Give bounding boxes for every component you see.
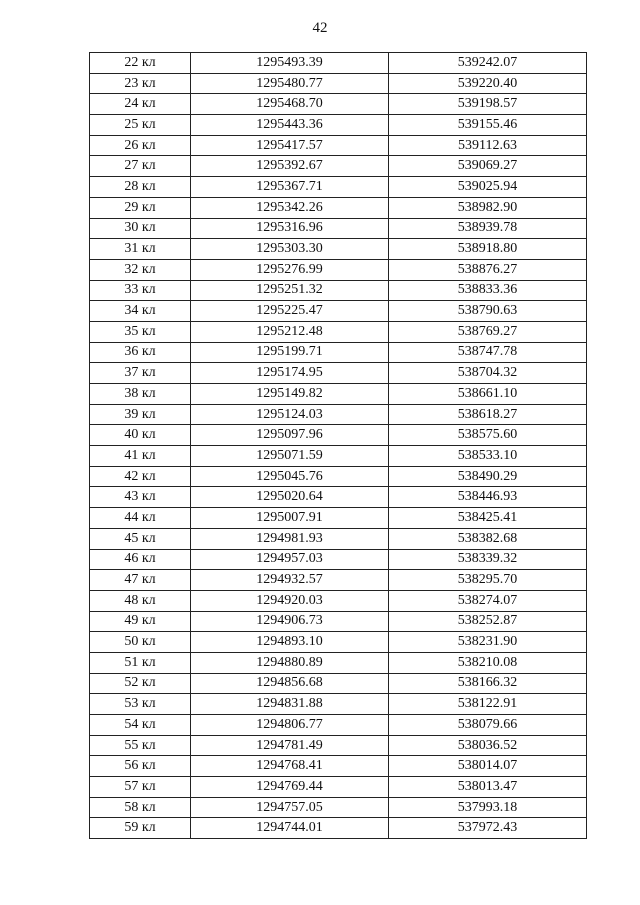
y-coordinate-cell: 538425.41	[389, 508, 587, 529]
x-coordinate-cell: 1294906.73	[191, 611, 389, 632]
table-row	[90, 404, 587, 425]
table-row	[90, 570, 587, 591]
table-row	[90, 715, 587, 736]
table-row	[90, 342, 587, 363]
table-row	[90, 321, 587, 342]
point-label-cell: 55 кл	[90, 735, 191, 756]
x-coordinate-cell: 1295316.96	[191, 218, 389, 239]
x-coordinate-cell: 1295045.76	[191, 466, 389, 487]
table-row	[90, 280, 587, 301]
point-label-cell: 32 кл	[90, 259, 191, 280]
x-coordinate-cell: 1295251.32	[191, 280, 389, 301]
y-coordinate-cell: 538210.08	[389, 652, 587, 673]
table-row	[90, 384, 587, 405]
point-label-cell: 39 кл	[90, 404, 191, 425]
x-coordinate-cell: 1295493.39	[191, 53, 389, 74]
x-coordinate-cell: 1294981.93	[191, 528, 389, 549]
y-coordinate-cell: 538339.32	[389, 549, 587, 570]
x-coordinate-cell: 1294920.03	[191, 590, 389, 611]
table-row	[90, 797, 587, 818]
table-row	[90, 487, 587, 508]
y-coordinate-cell: 539025.94	[389, 177, 587, 198]
point-label-cell: 37 кл	[90, 363, 191, 384]
point-label-cell: 48 кл	[90, 590, 191, 611]
x-coordinate-cell: 1295443.36	[191, 115, 389, 136]
x-coordinate-cell: 1294831.88	[191, 694, 389, 715]
table-row	[90, 673, 587, 694]
y-coordinate-cell: 538533.10	[389, 446, 587, 467]
table-row	[90, 218, 587, 239]
x-coordinate-cell: 1294856.68	[191, 673, 389, 694]
point-label-cell: 24 кл	[90, 94, 191, 115]
table-row	[90, 94, 587, 115]
x-coordinate-cell: 1295392.67	[191, 156, 389, 177]
x-coordinate-cell: 1295225.47	[191, 301, 389, 322]
table-row	[90, 446, 587, 467]
point-label-cell: 52 кл	[90, 673, 191, 694]
table-row	[90, 259, 587, 280]
y-coordinate-cell: 538661.10	[389, 384, 587, 405]
x-coordinate-cell: 1295480.77	[191, 73, 389, 94]
y-coordinate-cell: 538747.78	[389, 342, 587, 363]
point-label-cell: 41 кл	[90, 446, 191, 467]
point-label-cell: 31 кл	[90, 239, 191, 260]
y-coordinate-cell: 538704.32	[389, 363, 587, 384]
x-coordinate-cell: 1294806.77	[191, 715, 389, 736]
table-row	[90, 756, 587, 777]
x-coordinate-cell: 1294781.49	[191, 735, 389, 756]
x-coordinate-cell: 1295097.96	[191, 425, 389, 446]
x-coordinate-cell: 1295367.71	[191, 177, 389, 198]
table-row	[90, 115, 587, 136]
y-coordinate-cell: 538231.90	[389, 632, 587, 653]
y-coordinate-cell: 538790.63	[389, 301, 587, 322]
x-coordinate-cell: 1294957.03	[191, 549, 389, 570]
point-label-cell: 27 кл	[90, 156, 191, 177]
y-coordinate-cell: 537993.18	[389, 797, 587, 818]
point-label-cell: 29 кл	[90, 197, 191, 218]
table-row	[90, 590, 587, 611]
table-row	[90, 508, 587, 529]
table-row	[90, 652, 587, 673]
x-coordinate-cell: 1295303.30	[191, 239, 389, 260]
table-row	[90, 363, 587, 384]
x-coordinate-cell: 1295071.59	[191, 446, 389, 467]
x-coordinate-cell: 1294880.89	[191, 652, 389, 673]
point-label-cell: 50 кл	[90, 632, 191, 653]
y-coordinate-cell: 538295.70	[389, 570, 587, 591]
x-coordinate-cell: 1295007.91	[191, 508, 389, 529]
coordinates-table-body	[90, 53, 587, 839]
y-coordinate-cell: 539220.40	[389, 73, 587, 94]
point-label-cell: 36 кл	[90, 342, 191, 363]
y-coordinate-cell: 538575.60	[389, 425, 587, 446]
y-coordinate-cell: 539155.46	[389, 115, 587, 136]
x-coordinate-cell: 1294893.10	[191, 632, 389, 653]
table-row	[90, 611, 587, 632]
y-coordinate-cell: 539198.57	[389, 94, 587, 115]
y-coordinate-cell: 538876.27	[389, 259, 587, 280]
x-coordinate-cell: 1294744.01	[191, 818, 389, 839]
table-row	[90, 53, 587, 74]
point-label-cell: 53 кл	[90, 694, 191, 715]
point-label-cell: 44 кл	[90, 508, 191, 529]
x-coordinate-cell: 1295468.70	[191, 94, 389, 115]
table-row	[90, 694, 587, 715]
point-label-cell: 38 кл	[90, 384, 191, 405]
x-coordinate-cell: 1295342.26	[191, 197, 389, 218]
point-label-cell: 54 кл	[90, 715, 191, 736]
point-label-cell: 57 кл	[90, 777, 191, 798]
table-row	[90, 301, 587, 322]
table-row	[90, 156, 587, 177]
table-row	[90, 549, 587, 570]
y-coordinate-cell: 538166.32	[389, 673, 587, 694]
x-coordinate-cell: 1294757.05	[191, 797, 389, 818]
point-label-cell: 28 кл	[90, 177, 191, 198]
coordinates-table	[89, 52, 587, 839]
y-coordinate-cell: 538036.52	[389, 735, 587, 756]
table-row	[90, 177, 587, 198]
x-coordinate-cell: 1294769.44	[191, 777, 389, 798]
table-row	[90, 239, 587, 260]
y-coordinate-cell: 538769.27	[389, 321, 587, 342]
point-label-cell: 26 кл	[90, 135, 191, 156]
x-coordinate-cell: 1295020.64	[191, 487, 389, 508]
point-label-cell: 47 кл	[90, 570, 191, 591]
x-coordinate-cell: 1295124.03	[191, 404, 389, 425]
x-coordinate-cell: 1295417.57	[191, 135, 389, 156]
y-coordinate-cell: 538013.47	[389, 777, 587, 798]
table-row	[90, 777, 587, 798]
point-label-cell: 43 кл	[90, 487, 191, 508]
point-label-cell: 49 кл	[90, 611, 191, 632]
x-coordinate-cell: 1294932.57	[191, 570, 389, 591]
x-coordinate-cell: 1295174.95	[191, 363, 389, 384]
y-coordinate-cell: 538252.87	[389, 611, 587, 632]
y-coordinate-cell: 538490.29	[389, 466, 587, 487]
table-row	[90, 135, 587, 156]
y-coordinate-cell: 538982.90	[389, 197, 587, 218]
y-coordinate-cell: 538446.93	[389, 487, 587, 508]
point-label-cell: 35 кл	[90, 321, 191, 342]
point-label-cell: 30 кл	[90, 218, 191, 239]
point-label-cell: 46 кл	[90, 549, 191, 570]
y-coordinate-cell: 539069.27	[389, 156, 587, 177]
point-label-cell: 23 кл	[90, 73, 191, 94]
point-label-cell: 58 кл	[90, 797, 191, 818]
x-coordinate-cell: 1295149.82	[191, 384, 389, 405]
point-label-cell: 51 кл	[90, 652, 191, 673]
x-coordinate-cell: 1295276.99	[191, 259, 389, 280]
y-coordinate-cell: 539242.07	[389, 53, 587, 74]
y-coordinate-cell: 538618.27	[389, 404, 587, 425]
y-coordinate-cell: 537972.43	[389, 818, 587, 839]
table-row	[90, 735, 587, 756]
page-number: 42	[312, 20, 328, 36]
y-coordinate-cell: 539112.63	[389, 135, 587, 156]
y-coordinate-cell: 538833.36	[389, 280, 587, 301]
table-row	[90, 73, 587, 94]
point-label-cell: 45 кл	[90, 528, 191, 549]
point-label-cell: 25 кл	[90, 115, 191, 136]
y-coordinate-cell: 538274.07	[389, 590, 587, 611]
point-label-cell: 40 кл	[90, 425, 191, 446]
y-coordinate-cell: 538918.80	[389, 239, 587, 260]
table-row	[90, 818, 587, 839]
y-coordinate-cell: 538079.66	[389, 715, 587, 736]
x-coordinate-cell: 1294768.41	[191, 756, 389, 777]
y-coordinate-cell: 538939.78	[389, 218, 587, 239]
table-row	[90, 528, 587, 549]
y-coordinate-cell: 538382.68	[389, 528, 587, 549]
table-row	[90, 466, 587, 487]
y-coordinate-cell: 538122.91	[389, 694, 587, 715]
table-row	[90, 197, 587, 218]
y-coordinate-cell: 538014.07	[389, 756, 587, 777]
table-row	[90, 425, 587, 446]
x-coordinate-cell: 1295199.71	[191, 342, 389, 363]
point-label-cell: 42 кл	[90, 466, 191, 487]
x-coordinate-cell: 1295212.48	[191, 321, 389, 342]
point-label-cell: 22 кл	[90, 53, 191, 74]
point-label-cell: 33 кл	[90, 280, 191, 301]
point-label-cell: 34 кл	[90, 301, 191, 322]
point-label-cell: 59 кл	[90, 818, 191, 839]
table-row	[90, 632, 587, 653]
point-label-cell: 56 кл	[90, 756, 191, 777]
